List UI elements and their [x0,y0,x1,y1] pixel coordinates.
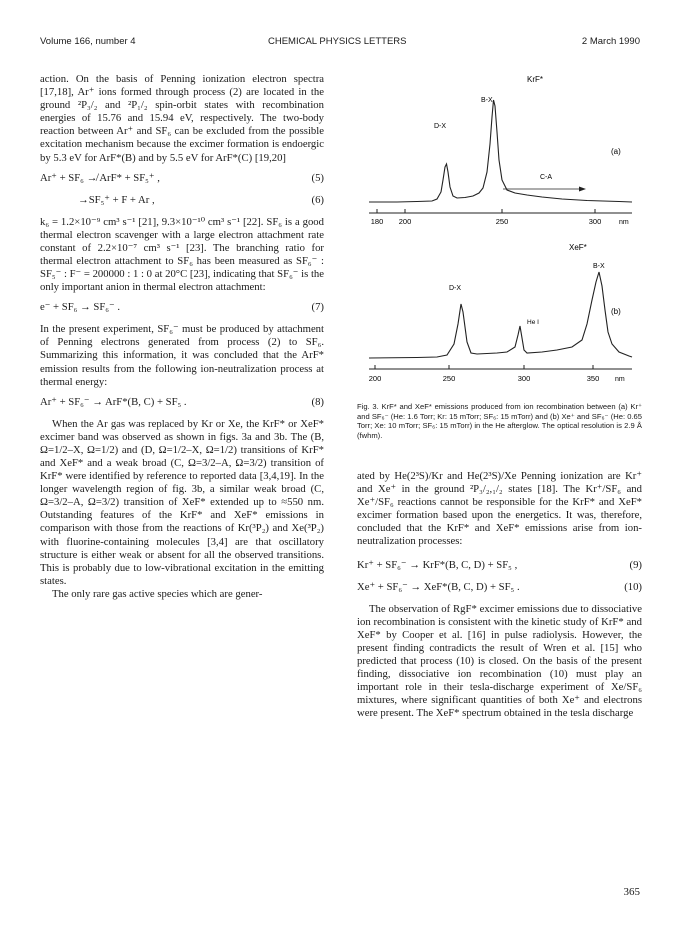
tick-label: 200 [398,217,412,226]
tick-label: 200 [368,374,382,383]
page-number: 365 [623,886,640,898]
equation-9: Kr⁺ + SF₆⁻ → KrF*(B, C, D) + SF₅ , (9) [357,558,642,571]
paragraph: In the present experiment, SF₆⁻ must be produced by attachment of Penning electrons generated from process (2) to SF₆. Summarizing this information, it was concluded that the ArF* emission results from the following ion-neutralization process at thermal energy: [40,323,324,388]
peak-label: C-A [540,174,553,181]
equation-7: e⁻ + SF₆ → SF₆⁻ . (7) [40,301,324,314]
paragraph: When the Ar gas was replaced by Kr or Xe, the KrF* or XeF* excimer band was observed as shown in figs. 3a and 3b. The (B, Ω=1/2–X, Ω=1/2) and (D, Ω=1/2–X, Ω=1/2) transitions of KrF* and XeF* and a weak broad (C, Ω=3/2–A, Ω=3/2) transition of KrF* were identified by reference to reported data [3,4,19]. In the longer wavelength region of fig. 3b, a similar weak broad (C, Ω=3/2–A, Ω=3/2) transition of XeF* extended up to ≈550 nm. Outstanding features of the KrF* and XeF* emissions in comparison with those from the reactions of Kr(³P₂) and Xe(³P₂) with fluorine-containing molecules [3,4] are that oscillatory structure is either weak or absent for all the observed transitions. This is probably due to low-vibrational excitation in the emitting states. [40,417,324,587]
tick-label: 250 [495,217,509,226]
spectra-figure [357,72,647,402]
journal-name: CHEMICAL PHYSICS LETTERS [268,36,407,47]
peak-label: B-X [593,263,605,270]
volume-info: Volume 166, number 4 [40,36,136,47]
equation-5: Ar⁺ + SF₆ ↛ ArF* + SF₅⁺ , (5) [40,171,324,184]
equation-10: Xe⁺ + SF₆⁻ → XeF*(B, C, D) + SF₅ . (10) [357,580,642,593]
tick-label: 250 [442,374,456,383]
peak-label: B-X [481,97,493,104]
paragraph: ated by He(2³S)/Kr and He(2³S)/Xe Penning ionization are Kr⁺ and Xe⁺ in the ground ²P₃/₂,₁/₂ states [18]. The Kr⁺/SF₆ and Xe⁺/SF₆ reactions cannot be responsible for the KrF* and XeF* excimer formation based upon the energetics. It was, therefore, concluded that the KrF* and XeF* emissions arise from ion-neutralization processes: [357,470,642,548]
paragraph: action. On the basis of Penning ionization electron spectra [17,18], Ar⁺ ions formed through process (2) are located in the ground ²P₃/₂ and ²P₁/₂ spin-orbit states with recombination energies of 15.76 and 15.94 eV, respectively. The two-body reaction between Ar⁺ and SF₆ can be excluded from the possible excitation mechanism because the excimer formation is endoergic by 5.3 eV for ArF*(B) and by 5.5 eV for ArF*(C) [19,20] [40,73,324,164]
tick-label: 180 [370,217,384,226]
tick-label: 300 [588,217,602,226]
tick-label: 350 [586,374,600,383]
spectrum-a-trace [369,100,632,202]
peak-label: D-X [449,285,462,292]
issue-date: 2 March 1990 [581,36,640,47]
right-column [357,470,642,720]
paragraph: k₆ = 1.2×10⁻⁹ cm³ s⁻¹ [21], 9.3×10⁻¹⁰ cm³ s⁻¹ [22]. SF₆ is a good thermal electron scavenger with a large electron attachment rate constant of 2.2×10⁻⁷ cm³ s⁻¹ [23]. The branching ratio for thermal electron attachment to SF₆ has been measured as SF₆⁻ : SF₅⁻ : F⁻ = 200000 : 1 : 0 at 20°C [23], indicating that SF₆⁻ is the only important anion in thermal electron attachment: [40,215,324,294]
left-column [40,73,324,601]
tick-label: 300 [517,374,531,383]
peak-label: He I [527,319,539,326]
equation-8: Ar⁺ + SF₆⁻ → ArF*(B, C) + SF₅ . (8) [40,395,324,408]
paragraph: The only rare gas active species which are gener- [52,587,263,600]
equation-6: →SF₅⁺ + F + Ar , (6) [78,193,324,206]
species-label: XeF* [569,243,587,252]
running-header [40,36,640,50]
paragraph: The observation of RgF* excimer emissions due to dissociative ion recombination is consistent with the kinetic study of KrF* and XeF* by Cooper et al. [16] in pulse radiolysis. However, the present finding contradicts the result of Wren et al. [15] who predicted that process (10) is closed. On the basis of the present finding, dissociative ion recombination (10) must play an important role in their tesla-discharge experiment of Xe/SF₆ mixtures, where significant quantities of both Xe⁺ and electrons were present. The XeF* spectrum obtained in the tesla discharge [357,602,642,720]
axis-unit: nm [619,219,629,226]
spectrum-b-trace [369,272,632,358]
panel-label: (a) [611,147,621,156]
peak-label: D-X [434,123,447,130]
axis-unit: nm [615,376,625,383]
panel-label: (b) [611,307,621,316]
figure-caption: Fig. 3. KrF* and XeF* emissions produced from ion recombination between (a) Kr⁺ and SF₆⁻ (He: 1.6 Torr; Kr: 15 mTorr; SF₆: 15 mTorr) and (b) Xe⁺ and SF₆⁻ (He: 0.65 Torr; Xe: 10 mTorr; SF₆: 15 mTorr) in the He afterglow. The optical resolution is 2.9 Å (fwhm). [357,402,642,440]
species-label: KrF* [527,75,543,84]
figure-3 [357,72,647,402]
